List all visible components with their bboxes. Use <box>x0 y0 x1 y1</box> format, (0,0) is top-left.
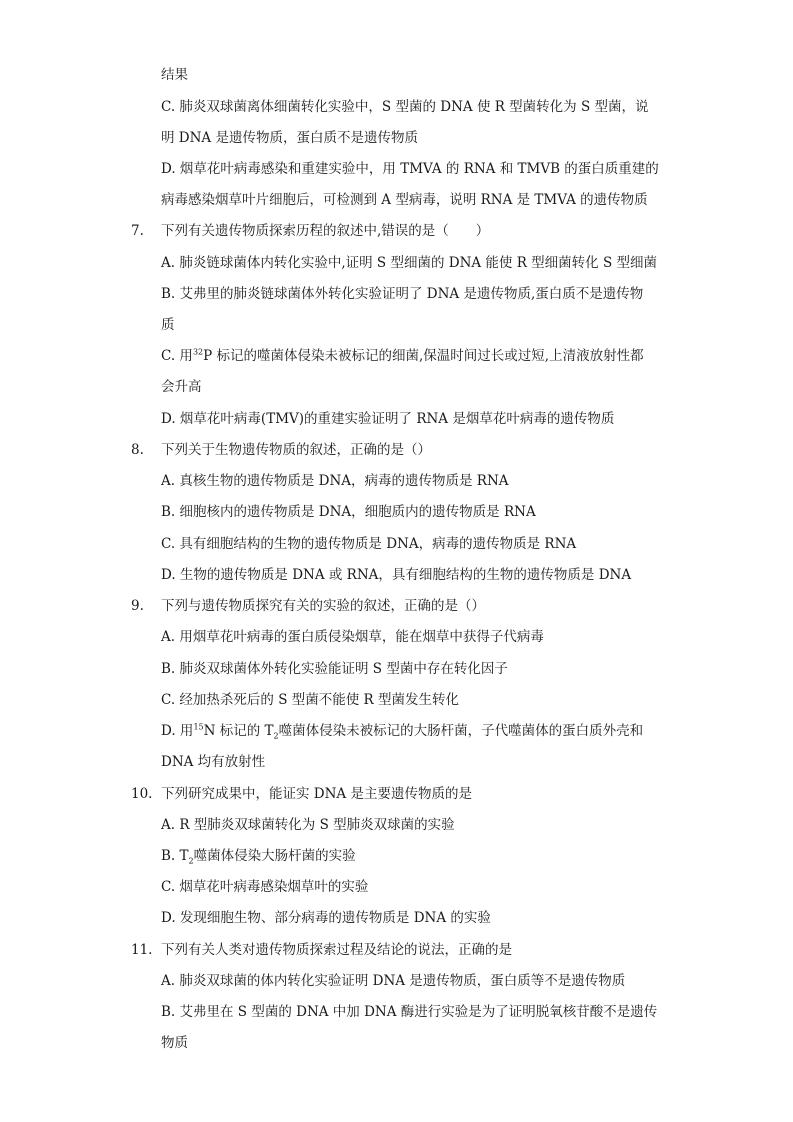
question-10-option-b <box>161 846 356 866</box>
q10-b-subscript: 2 <box>188 856 194 866</box>
question-7-option-b: B. 艾弗里的肺炎链球菌体外转化实验证明了 DNA 是遗传物质,蛋白质不是遗传物 <box>161 286 644 302</box>
question-10-number: 10. <box>131 786 153 802</box>
q7-c-post: P 标记的噬菌体侵染未被标记的细菌,保温时间过长或过短,上清液放射性都 <box>203 348 644 364</box>
question-7-option-d: D. 烟草花叶病毒(TMV)的重建实验证明了 RNA 是烟草花叶病毒的遗传物质 <box>161 411 615 427</box>
prev-option-d: D. 烟草花叶病毒感染和重建实验中，用 TMVA 的 RNA 和 TMVB 的蛋白质重建的 <box>161 161 659 177</box>
question-7-stem: 下列有关遗传物质探索历程的叙述中,错误的是（ ） <box>161 223 490 239</box>
question-8-number: 8. <box>131 442 144 458</box>
q7-c-pre: C. 用 <box>161 348 193 364</box>
q9-d-superscript: 15 <box>193 722 204 732</box>
question-7-option-c <box>161 346 644 366</box>
question-7-option-c-cont: 会升高 <box>161 379 202 395</box>
question-9-option-a: A. 用烟草花叶病毒的蛋白质侵染烟草，能在烟草中获得子代病毒 <box>161 629 544 645</box>
question-9-option-b: B. 肺炎双球菌体外转化实验能证明 S 型菌中存在转化因子 <box>161 661 508 677</box>
prev-option-c: C. 肺炎双球菌离体细菌转化实验中，S 型菌的 DNA 使 R 型菌转化为 S 型菌，说 <box>161 99 649 115</box>
prev-option-c-cont: 明 DNA 是遗传物质，蛋白质不是遗传物质 <box>161 130 418 146</box>
q7-c-superscript: 32 <box>192 347 204 357</box>
q10-b-post: 噬菌体侵染大肠杆菌的实验 <box>193 848 356 864</box>
prev-option-d-cont: 病毒感染烟草叶片细胞后，可检测到 A 型病毒，说明 RNA 是 TMVA 的遗传物质 <box>161 192 648 208</box>
question-8-option-b: B. 细胞核内的遗传物质是 DNA，细胞质内的遗传物质是 RNA <box>161 504 536 520</box>
question-7-number: 7. <box>131 223 144 239</box>
q10-b-pre: B. T <box>161 848 189 864</box>
q9-d-post: 噬菌体侵染未被标记的大肠杆菌，子代噬菌体的蛋白质外壳和 <box>278 723 644 739</box>
question-9-stem: 下列与遗传物质探究有关的实验的叙述，正确的是（） <box>161 598 485 614</box>
question-8-option-c: C. 具有细胞结构的生物的遗传物质是 DNA，病毒的遗传物质是 RNA <box>161 536 577 552</box>
question-11-number: 11. <box>131 942 153 958</box>
question-7-option-a: A. 肺炎链球菌体内转化实验中,证明 S 型细菌的 DNA 能使 R 型细菌转化 S 型细菌 <box>161 255 657 271</box>
question-11-stem: 下列有关人类对遗传物质探索过程及结论的说法，正确的是 <box>161 942 512 958</box>
question-10-option-d: D. 发现细胞生物、部分病毒的遗传物质是 DNA 的实验 <box>161 910 491 926</box>
question-10-stem: 下列研究成果中，能证实 DNA 是主要遗传物质的是 <box>161 786 472 802</box>
question-8-option-a: A. 真核生物的遗传物质是 DNA，病毒的遗传物质是 RNA <box>161 473 509 489</box>
question-8-option-d: D. 生物的遗传物质是 DNA 或 RNA，具有细胞结构的生物的遗传物质是 DNA <box>161 567 632 583</box>
question-9-option-d-cont: DNA 均有放射性 <box>161 754 266 770</box>
question-10-option-c: C. 烟草花叶病毒感染烟草叶的实验 <box>161 879 369 895</box>
prev-option-tail: 结果 <box>161 67 188 83</box>
q9-d-mid: N 标记的 T <box>203 723 274 739</box>
q9-d-pre: D. 用 <box>161 723 194 739</box>
q9-d-subscript: 2 <box>273 731 279 741</box>
question-9-option-c: C. 经加热杀死后的 S 型菌不能使 R 型菌发生转化 <box>161 692 460 708</box>
question-11-option-b: B. 艾弗里在 S 型菌的 DNA 中加 DNA 酶进行实验是为了证明脱氧核苷酸不是遗传 <box>161 1004 658 1020</box>
question-10-option-a: A. R 型肺炎双球菌转化为 S 型肺炎双球菌的实验 <box>161 817 455 833</box>
question-9-number: 9. <box>131 598 144 614</box>
question-9-option-d <box>161 721 643 741</box>
question-11-option-b-cont: 物质 <box>161 1035 188 1051</box>
question-7-option-b-cont: 质 <box>161 317 175 333</box>
question-8-stem: 下列关于生物遗传物质的叙述，正确的是（） <box>161 442 431 458</box>
question-11-option-a: A. 肺炎双球菌的体内转化实验证明 DNA 是遗传物质，蛋白质等不是遗传物质 <box>161 973 626 989</box>
